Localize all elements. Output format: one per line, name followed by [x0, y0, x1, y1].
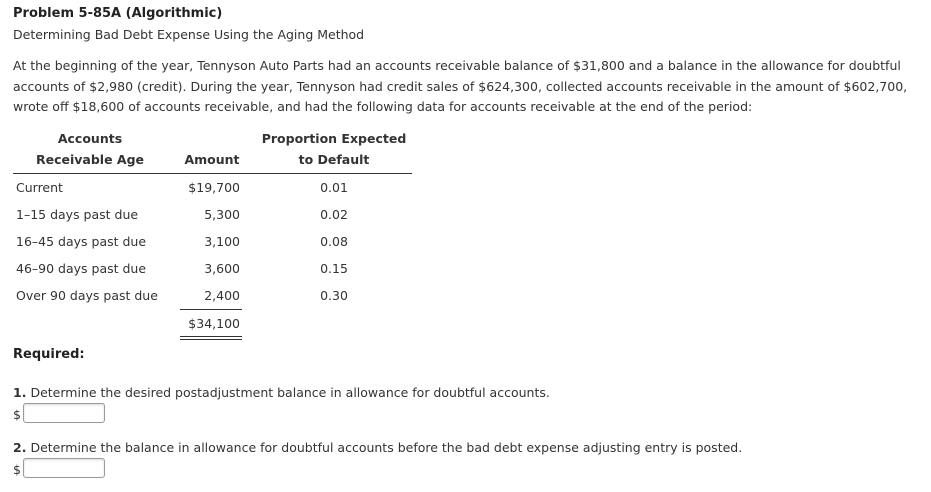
- header-proportion-line1: Proportion Expected: [261, 131, 407, 146]
- total-rule-top: [180, 309, 242, 310]
- problem-subtitle: Determining Bad Debt Expense Using the Aging Method: [13, 27, 365, 42]
- row-age: 46–90 days past due: [16, 261, 147, 276]
- problem-intro: At the beginning of the year, Tennyson Auto Parts had an accounts receivable balance of $31,800 and a balance in the allowance for doubtful accounts of $2,980 (credit). During the year, Tennyson had credit sales of $624,300, collected accounts receivable in the amount of $602,700, wrote off $18,600 of accounts receivable, and had the following data for accounts receivable at the end of the period:: [13, 58, 908, 114]
- total-amount: $34,100: [188, 316, 240, 331]
- currency-symbol: $: [13, 407, 21, 422]
- row-proportion: 0.30: [320, 288, 348, 303]
- row-proportion: 0.08: [320, 234, 348, 249]
- question-1: [13, 385, 550, 400]
- problem-title: Problem 5-85A (Algorithmic): [13, 6, 223, 21]
- row-amount: 3,100: [204, 234, 240, 249]
- header-amount: Amount: [184, 152, 240, 167]
- row-age: 1–15 days past due: [16, 207, 139, 222]
- row-age: Over 90 days past due: [16, 288, 158, 303]
- question-number: 2.: [13, 440, 27, 455]
- question-number: 1.: [13, 385, 27, 400]
- header-proportion-line2: to Default: [298, 152, 370, 167]
- question-text: Determine the desired postadjustment balance in allowance for doubtful accounts.: [30, 385, 550, 400]
- row-age: 16–45 days past due: [16, 234, 147, 249]
- currency-symbol: $: [13, 462, 21, 477]
- row-proportion: 0.02: [320, 207, 348, 222]
- row-proportion: 0.15: [320, 261, 348, 276]
- row-age: Current: [16, 180, 63, 195]
- required-heading: Required:: [13, 347, 85, 362]
- header-age-line1: Accounts: [57, 131, 123, 146]
- row-proportion: 0.01: [320, 180, 348, 195]
- row-amount: 5,300: [204, 207, 240, 222]
- question-2: [13, 440, 742, 455]
- answer-input-2[interactable]: [23, 458, 105, 478]
- answer-input-1[interactable]: [23, 403, 105, 423]
- row-amount: 3,600: [204, 261, 240, 276]
- question-text: Determine the balance in allowance for doubtful accounts before the bad debt expense adjusting entry is posted.: [30, 440, 743, 455]
- row-amount: 2,400: [204, 288, 240, 303]
- total-rule-double-2: [180, 339, 242, 340]
- total-rule-double-1: [180, 336, 242, 337]
- header-age-line2: Receivable Age: [35, 152, 145, 167]
- header-rule: [13, 173, 412, 174]
- row-amount: $19,700: [188, 180, 240, 195]
